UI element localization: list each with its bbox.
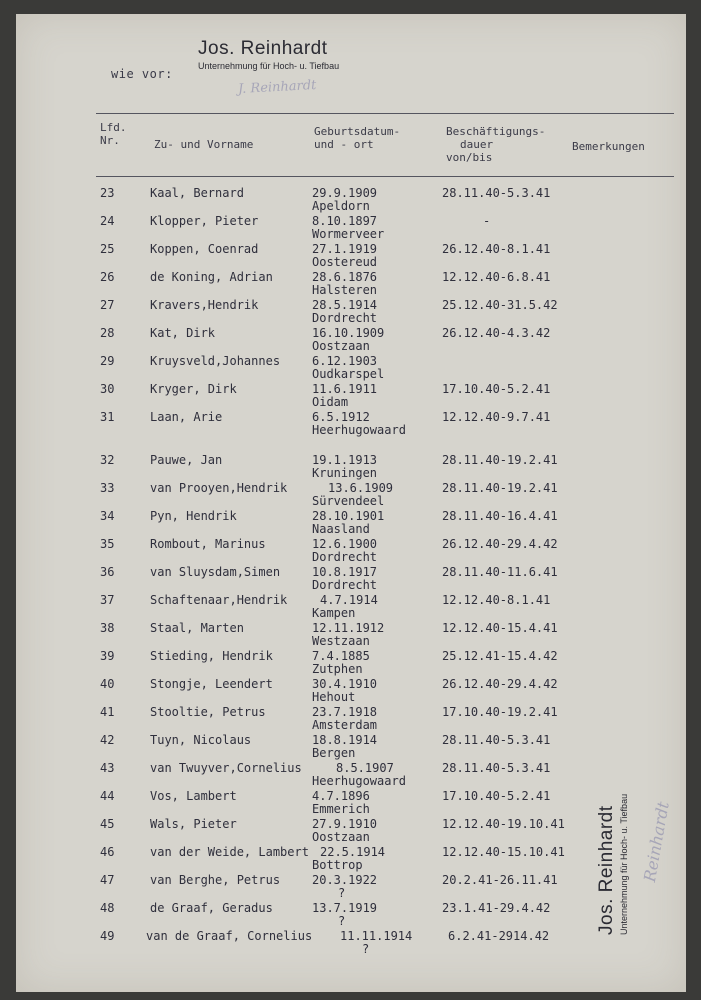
table-row — [0, 565, 701, 593]
row-nr: 35 — [100, 537, 115, 551]
row-birth-place: Dordrecht — [312, 311, 378, 325]
table-row — [0, 677, 701, 705]
row-name: Tuyn, Nicolaus — [150, 733, 252, 747]
row-birth-place: Dordrecht — [312, 578, 378, 592]
company-stamp-side — [596, 794, 629, 935]
row-duration: 6.2.41-2914.42 — [448, 929, 550, 943]
row-birth-date: 30.4.1910 — [312, 677, 378, 691]
row-birth-date: 12.6.1900 — [312, 537, 378, 551]
header-col-birth — [314, 125, 400, 151]
row-birth-date: 7.4.1885 — [312, 649, 370, 663]
row-duration: 12.12.40-19.10.41 — [442, 817, 565, 831]
header-nr-line1: Lfd. — [100, 121, 127, 134]
table-row — [0, 481, 701, 509]
row-birth-place: Oidam — [312, 395, 349, 409]
row-name: Rombout, Marinus — [150, 537, 266, 551]
row-nr: 48 — [100, 901, 115, 915]
row-nr: 34 — [100, 509, 115, 523]
row-birth-date: 28.10.1901 — [312, 509, 385, 523]
row-birth-place: Halsteren — [312, 283, 378, 297]
table-row — [0, 242, 701, 270]
row-duration: 28.11.40-5.3.41 — [442, 733, 551, 747]
table-row — [0, 705, 701, 733]
row-nr: 32 — [100, 453, 115, 467]
table-row — [0, 410, 701, 438]
table-row — [0, 761, 701, 789]
row-duration: 26.12.40-29.4.42 — [442, 677, 558, 691]
row-birth-date: 6.5.1912 — [312, 410, 370, 424]
row-duration: 28.11.40-11.6.41 — [442, 565, 558, 579]
row-nr: 43 — [100, 761, 115, 775]
row-birth-place: Hehout — [312, 690, 356, 704]
row-duration: 25.12.41-15.4.42 — [442, 649, 558, 663]
row-name: van der Weide, Lambert — [150, 845, 309, 859]
row-nr: 30 — [100, 382, 115, 396]
row-nr: 45 — [100, 817, 115, 831]
row-birth-place: Sürvendeel — [312, 494, 385, 508]
row-nr: 31 — [100, 410, 115, 424]
row-birth-date: 22.5.1914 — [320, 845, 386, 859]
row-birth-date: 28.5.1914 — [312, 298, 378, 312]
row-birth-place: Zutphen — [312, 662, 363, 676]
row-birth-place: ? — [362, 942, 370, 956]
row-duration: 28.11.40-19.2.41 — [442, 481, 558, 495]
row-duration: 17.10.40-19.2.41 — [442, 705, 558, 719]
row-name: Stooltie, Petrus — [150, 705, 266, 719]
row-name: van de Graaf, Cornelius — [146, 929, 313, 943]
row-nr: 39 — [100, 649, 115, 663]
stamp-company-name: Jos. Reinhardt — [198, 38, 328, 59]
row-birth-date: 27.1.1919 — [312, 242, 378, 256]
header-col-remarks: Bemerkungen — [572, 140, 645, 153]
row-birth-date: 16.10.1909 — [312, 326, 385, 340]
row-nr: 25 — [100, 242, 115, 256]
row-birth-place: Oudkarspel — [312, 367, 385, 381]
stamp-side-subline: Unternehmung für Hoch- u. Tiefbau — [619, 793, 629, 935]
row-duration: 25.12.40-31.5.42 — [442, 298, 558, 312]
table-row — [0, 537, 701, 565]
row-birth-place: Bergen — [312, 746, 356, 760]
row-birth-date: 4.7.1896 — [312, 789, 370, 803]
row-birth-date: 6.12.1903 — [312, 354, 378, 368]
row-nr: 24 — [100, 214, 115, 228]
stamp-subline: Unternehmung für Hoch- u. Tiefbau — [198, 61, 340, 71]
prefix-text: wie vor: — [111, 67, 173, 81]
row-name: Kaal, Bernard — [150, 186, 244, 200]
row-nr: 28 — [100, 326, 115, 340]
row-birth-date: 11.6.1911 — [312, 382, 378, 396]
row-birth-place: Emmerich — [312, 802, 370, 816]
row-duration: 20.2.41-26.11.41 — [442, 873, 558, 887]
row-nr: 44 — [100, 789, 115, 803]
row-duration: 28.11.40-5.3.41 — [442, 186, 551, 200]
row-birth-date: 27.9.1910 — [312, 817, 378, 831]
row-birth-date: 13.7.1919 — [312, 901, 378, 915]
row-nr: 46 — [100, 845, 115, 859]
row-name: de Koning, Adrian — [150, 270, 273, 284]
row-duration: 28.11.40-5.3.41 — [442, 761, 551, 775]
row-birth-place: Apeldorn — [312, 199, 370, 213]
row-birth-place: Wormerveer — [312, 227, 385, 241]
row-nr: 33 — [100, 481, 115, 495]
row-birth-date: 11.11.1914 — [340, 929, 413, 943]
row-nr: 26 — [100, 270, 115, 284]
header-duration-line1: Beschäftigungs- — [446, 125, 546, 138]
row-birth-date: 12.11.1912 — [312, 621, 385, 635]
row-duration: 12.12.40-8.1.41 — [442, 593, 551, 607]
row-birth-date: 23.7.1918 — [312, 705, 378, 719]
header-col-name: Zu- und Vorname — [154, 138, 254, 151]
row-nr: 40 — [100, 677, 115, 691]
row-duration: 28.11.40-19.2.41 — [442, 453, 558, 467]
row-nr: 27 — [100, 298, 115, 312]
row-duration: 17.10.40-5.2.41 — [442, 382, 551, 396]
header-duration-line2: dauer — [460, 138, 494, 151]
row-birth-place: Oostzaan — [312, 830, 370, 844]
row-birth-place: ? — [338, 886, 346, 900]
table-row — [0, 354, 701, 382]
stamp-side-company-name: Jos. Reinhardt — [596, 805, 617, 935]
row-name: Vos, Lambert — [150, 789, 237, 803]
row-name: Pyn, Hendrik — [150, 509, 237, 523]
row-name: van Sluysdam,Simen — [150, 565, 281, 579]
row-name: Schaftenaar,Hendrik — [150, 593, 288, 607]
header-col-duration — [446, 125, 545, 164]
row-name: van Twuyver,Cornelius — [150, 761, 302, 775]
row-duration: 28.11.40-16.4.41 — [442, 509, 558, 523]
row-birth-place: Westzaan — [312, 634, 370, 648]
header-col-nr — [100, 121, 127, 147]
row-nr: 36 — [100, 565, 115, 579]
row-nr: 49 — [100, 929, 115, 943]
row-birth-place: Kampen — [312, 606, 356, 620]
row-birth-place: Oostzaan — [312, 339, 370, 353]
row-name: Staal, Marten — [150, 621, 244, 635]
row-duration: 12.12.40-9.7.41 — [442, 410, 551, 424]
row-name: Pauwe, Jan — [150, 453, 223, 467]
row-birth-place: Bottrop — [312, 858, 363, 872]
row-duration: 17.10.40-5.2.41 — [442, 789, 551, 803]
table-row — [0, 509, 701, 537]
row-birth-date: 20.3.1922 — [312, 873, 378, 887]
row-duration: 23.1.41-29.4.42 — [442, 901, 551, 915]
row-name: de Graaf, Geradus — [150, 901, 273, 915]
row-name: Kryger, Dirk — [150, 382, 237, 396]
row-duration: 12.12.40-15.4.41 — [442, 621, 558, 635]
header-top-rule — [96, 113, 674, 114]
row-name: Kravers,Hendrik — [150, 298, 259, 312]
row-name: Koppen, Coenrad — [150, 242, 259, 256]
header-nr-line2: Nr. — [100, 134, 120, 147]
table-row — [0, 453, 701, 481]
row-birth-place: Dordrecht — [312, 550, 378, 564]
row-birth-date: 13.6.1909 — [328, 481, 394, 495]
table-row — [0, 298, 701, 326]
row-name: van Berghe, Petrus — [150, 873, 281, 887]
handwritten-signature-top: J. Reinhardt — [237, 77, 317, 98]
table-row — [0, 270, 701, 298]
row-birth-place: Heerhugowaard — [312, 774, 406, 788]
row-duration: 26.12.40-29.4.42 — [442, 537, 558, 551]
header-bottom-rule — [96, 176, 674, 177]
table-row — [0, 214, 701, 242]
row-name: Kat, Dirk — [150, 326, 216, 340]
table-row — [0, 733, 701, 761]
row-nr: 42 — [100, 733, 115, 747]
row-name: Kruysveld,Johannes — [150, 354, 281, 368]
row-birth-place: Naasland — [312, 522, 370, 536]
row-birth-place: Amsterdam — [312, 718, 378, 732]
header-birth-line1: Geburtsdatum- — [314, 125, 401, 138]
row-birth-date: 8.10.1897 — [312, 214, 378, 228]
table-row — [0, 649, 701, 677]
row-duration: 12.12.40-6.8.41 — [442, 270, 551, 284]
row-nr: 38 — [100, 621, 115, 635]
header-birth-line2: und - ort — [314, 138, 374, 151]
row-name: Klopper, Pieter — [150, 214, 259, 228]
handwritten-signature-side: Reinhardt — [640, 800, 673, 884]
row-nr: 29 — [100, 354, 115, 368]
header-duration-line3: von/bis — [446, 151, 493, 164]
company-stamp-top — [198, 38, 339, 71]
row-name: Wals, Pieter — [150, 817, 237, 831]
row-birth-date: 8.5.1907 — [336, 761, 394, 775]
table-row — [0, 326, 701, 354]
row-nr: 37 — [100, 593, 115, 607]
table-row — [0, 382, 701, 410]
row-birth-date: 28.6.1876 — [312, 270, 378, 284]
row-birth-date: 4.7.1914 — [320, 593, 378, 607]
table-row — [0, 186, 701, 214]
row-name: van Prooyen,Hendrik — [150, 481, 288, 495]
row-birth-place: Heerhugowaard — [312, 423, 406, 437]
row-birth-place: Oostereud — [312, 255, 378, 269]
row-nr: 41 — [100, 705, 115, 719]
row-birth-place: Kruningen — [312, 466, 378, 480]
row-nr: 47 — [100, 873, 115, 887]
row-birth-date: 18.8.1914 — [312, 733, 378, 747]
row-birth-date: 29.9.1909 — [312, 186, 378, 200]
row-duration: 12.12.40-15.10.41 — [442, 845, 565, 859]
row-duration: - — [483, 214, 491, 228]
row-name: Laan, Arie — [150, 410, 223, 424]
row-name: Stieding, Hendrik — [150, 649, 273, 663]
row-birth-date: 10.8.1917 — [312, 565, 378, 579]
row-duration: 26.12.40-8.1.41 — [442, 242, 551, 256]
table-row — [0, 593, 701, 621]
row-birth-date: 19.1.1913 — [312, 453, 378, 467]
table-row — [0, 621, 701, 649]
row-nr: 23 — [100, 186, 115, 200]
row-birth-place: ? — [338, 914, 346, 928]
row-name: Stongje, Leendert — [150, 677, 273, 691]
row-duration: 26.12.40-4.3.42 — [442, 326, 551, 340]
